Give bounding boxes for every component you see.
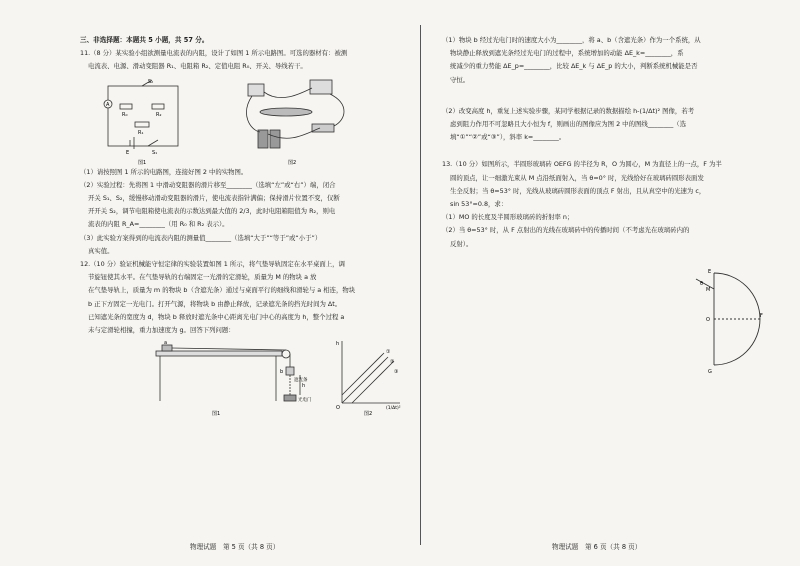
q13-line: 13.（10 分）如图所示，半圆形玻璃砖 OEFG 的半径为 R，O 为圆心，M 为直径上的一点，F 为半 (442, 160, 722, 169)
fig-b-label: b (280, 369, 284, 376)
q11-sub-line: （1）请按照图 1 所示的电路图，连接好图 2 中的实物图。 (80, 167, 248, 176)
q11-sub-line: 开开关 S₂，调节电阻箱使电流表的示数达到最大值的 2/3，此时电阻箱阻值为 R₂，则电 (88, 207, 336, 216)
label-m: M (706, 286, 711, 293)
fig1-r2-label: R₂ (156, 111, 162, 118)
q11-sub-line: （2）实验过程：先将图 1 中滑动变阻器的滑片移至________（选填“左”或“右”）端，闭合 (80, 180, 336, 189)
page-6-footer: 物理试题 第 6 页（共 8 页） (552, 543, 642, 551)
q12-figure-svg (80, 337, 410, 419)
h-graph (342, 341, 400, 403)
q12-cont-line: 虑到阻力作用不可忽略且大小恒为 f，则画出的图像应为图 2 中的图线________（选 (450, 120, 687, 129)
label-theta: θ (700, 280, 704, 287)
graph-line1-label: ① (386, 349, 391, 356)
fig-a-label: a (164, 340, 168, 347)
circuit-diagram (104, 80, 178, 149)
fig1-r0-label: R₀ (122, 111, 128, 118)
q13-line: 反射）。 (450, 239, 473, 248)
q13-figure (442, 259, 764, 379)
semicircle-glass-diagram (442, 259, 764, 379)
column-divider (420, 25, 421, 545)
fig1-caption: 图1 (138, 159, 147, 166)
q12-line: 在气垫导轨上，质量为 m 的物块 b（含遮光条）通过与桌面平行的细线和滑轮与 a 相连，物块 (88, 286, 356, 295)
q11-line: 11.（8 分）某实验小组欲测量电流表的内阻，设计了如图 1 所示电路图。可选的器材有：被测 (80, 49, 348, 58)
fig1-s2-label: S₂ (148, 78, 154, 85)
section-title: 三、非选择题：本题共 5 小题，共 57 分。 (80, 36, 209, 44)
q12-cont-line: 物块静止释放到遮光条经过光电门的过程中，系统增加的动能 ΔE_k=________，系 (450, 49, 684, 58)
q13-line: 圆的顶点，让一细激光束从 M 点沿纸面射入，当 θ=0° 时，光线恰好在玻璃砖圆形表面发 (450, 173, 704, 182)
fig-strip-label: 遮光条 (294, 378, 308, 384)
q11-sub-line: 真实值。 (88, 246, 114, 255)
page-6-column (442, 34, 764, 379)
q13-line: 生全反射；当 θ=53° 时，光线从玻璃砖圆形表面的顶点 F 射出，且从真空中的光速为 c， (450, 186, 706, 195)
q12-fig1-caption: 图1 (212, 411, 221, 418)
q12-line: 未与定滑轮相撞，重力加速度为 g。回答下列问题： (88, 326, 235, 335)
graph-x-label: (1/Δt)² (386, 406, 401, 412)
q12-line: b 正下方固定一光电门。打开气源，将物块 b 由静止释放，记录遮光条的挡光时间为 Δt。 (88, 299, 342, 308)
q12-cont-line: 守恒。 (450, 75, 470, 84)
page-5-footer: 物理试题 第 5 页（共 8 页） (190, 543, 280, 551)
q12-line: 节旋钮使其水平。在气垫导轨的右端固定一光滑的定滑轮，质量为 M 的物块 a 放 (88, 273, 317, 282)
fig2-caption: 图2 (288, 159, 297, 166)
label-g: G (708, 368, 712, 375)
q12-fig2-caption: 图2 (364, 411, 373, 418)
q13-line: sin 53°=0.8，求： (450, 200, 508, 209)
fig1-r1-label: R₁ (138, 129, 144, 136)
label-f: F (760, 312, 763, 319)
q12-cont-line: （1）物块 b 经过光电门时的速度大小为________，将 a、b（含遮光条）作为一个系统，从 (442, 36, 701, 44)
fig-h-label: h (302, 383, 306, 390)
label-o: O (706, 316, 710, 323)
q11-figure-svg (80, 74, 410, 166)
graph-y-label: h (336, 341, 340, 348)
apparatus-photo (247, 80, 344, 148)
fig1-ammeter-label: A (106, 101, 110, 108)
page-5-column (80, 34, 410, 419)
q11-line: 电流表、电源、滑动变阻器 R₁、电阻箱 R₂、定值电阻 R₀、开关、导线若干。 (88, 62, 307, 71)
graph-origin-label: O (336, 405, 340, 412)
q11-sub-line: （3）此实验方案得到的电流表内阻的测量值________（选填“大于”“等于”或“小于”） (80, 233, 322, 242)
q12-cont-line: 填“①”“②”或“③”），斜率 k=________。 (450, 133, 566, 142)
q13-line: （1）MO 的长度及半圆形玻璃砖的折射率 n； (442, 213, 574, 222)
q11-sub-line: 流表的内阻 R_A=________（用 R₀ 和 R₂ 表示）。 (88, 220, 229, 229)
q11-figures (80, 74, 410, 166)
q13-line: （2）当 θ=53° 时，从 F 点射出的光线在玻璃砖中的传播时间（不考虑光在玻璃砖内的 (442, 226, 690, 235)
q12-line: 已知遮光条的宽度为 d，物块 b 释放时遮光条中心距离光电门中心的高度为 h，整个过程 a (88, 312, 345, 321)
air-track-apparatus (156, 345, 300, 401)
graph-line3-label: ③ (394, 369, 399, 376)
label-e: E (708, 268, 712, 275)
fig1-e-label: E (126, 149, 130, 156)
fig1-s1-label: S₁ (152, 149, 158, 156)
graph-line2-label: ② (390, 359, 395, 366)
q11-sub-line: 开关 S₁、S₂，缓慢移动滑动变阻器的滑片，使电流表指针满偏；保持滑片位置不变，仅断 (88, 194, 340, 203)
fig-gate-label: 光电门 (298, 398, 312, 404)
q12-figures (80, 337, 410, 419)
q12-cont-line: 统减少的重力势能 ΔE_p=________，比较 ΔE_k 与 ΔE_p 的大小，判断系统机械能是否 (450, 62, 698, 71)
q12-cont-line: （2）改变高度 h，重复上述实验步骤，某同学根据记录的数据描绘 h-(1/Δt)² 图像，若考 (442, 106, 695, 115)
q12-line: 12.（10 分）验证机械能守恒定律的实验装置如图 1 所示，将气垫导轨固定在水平桌面上，调 (80, 260, 345, 269)
